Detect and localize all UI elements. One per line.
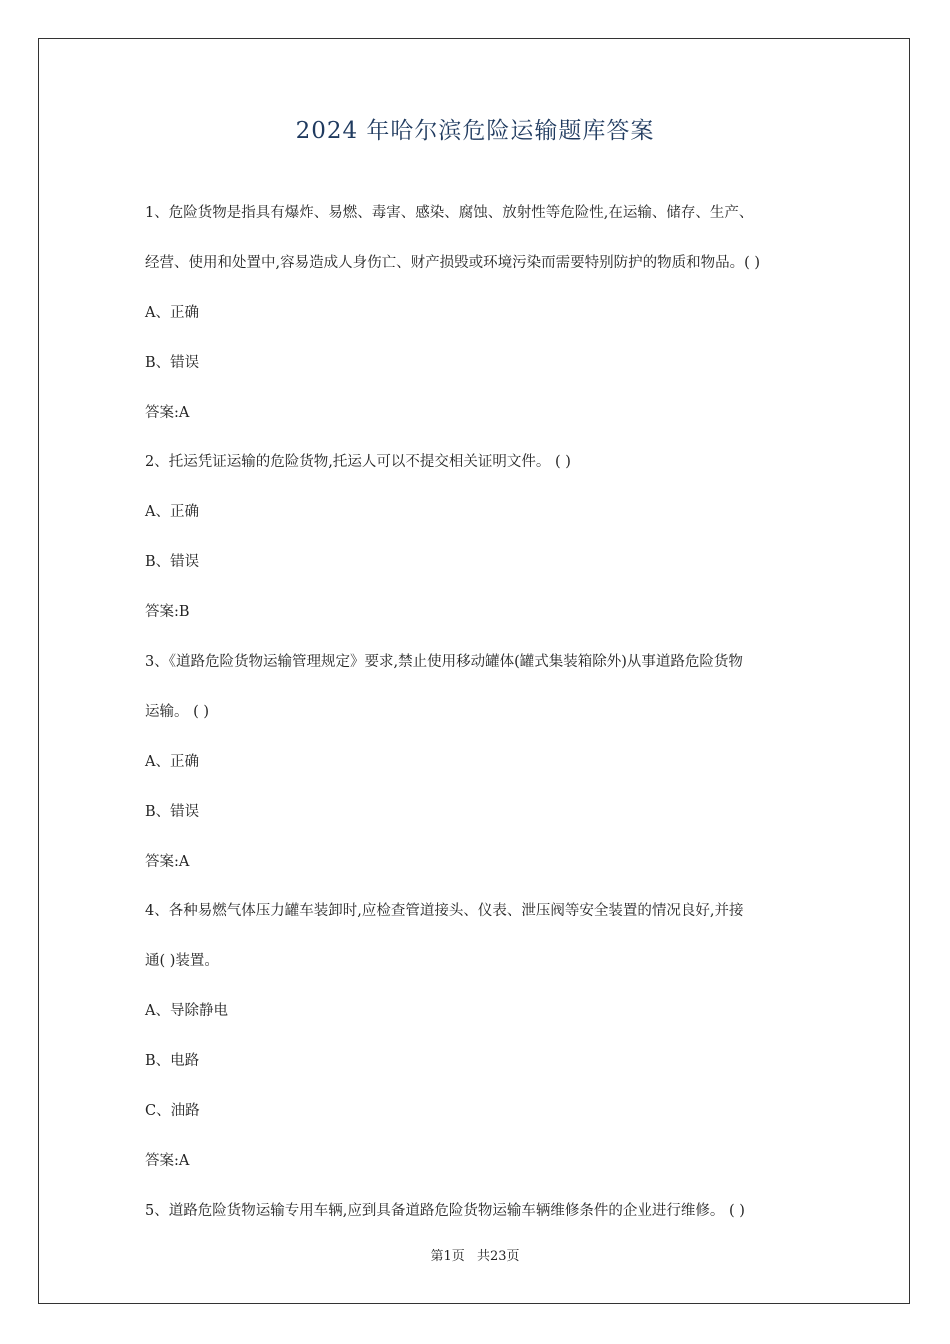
- page-footer: [0, 1245, 950, 1264]
- text-line: B、错误: [145, 354, 200, 371]
- text-line: B、错误: [145, 803, 200, 820]
- text-line: 4、各种易燃气体压力罐车装卸时,应检查管道接头、仪表、泄压阀等安全装置的情况良好,并接: [145, 903, 744, 920]
- text-line: 5、道路危险货物运输专用车辆,应到具备道路危险货物运输车辆维修条件的企业进行维修。 ( ): [145, 1202, 745, 1219]
- document-title: 2024 年哈尔滨危险运输题库答案: [295, 118, 655, 144]
- text-line: A、正确: [145, 304, 199, 321]
- text-line: 答案:A: [145, 853, 190, 870]
- text-line: 答案:A: [145, 404, 190, 421]
- text-line: 1、危险货物是指具有爆炸、易燃、毒害、感染、腐蚀、放射性等危险性,在运输、储存、生产、: [145, 205, 754, 221]
- text-line: A、导除静电: [145, 1003, 228, 1020]
- text-line: 2、托运凭证运输的危险货物,托运人可以不提交相关证明文件。 ( ): [145, 454, 571, 471]
- text-line: A、正确: [145, 753, 199, 770]
- text-line: 3、《道路危险货物运输管理规定》要求,禁止使用移动罐体(罐式集装箱除外)从事道路危险货物: [145, 654, 743, 671]
- text-line: 答案:A: [145, 1152, 190, 1169]
- text-line: 经营、使用和处置中,容易造成人身伤亡、财产损毁或环境污染而需要特别防护的物质和物品。( ): [145, 254, 761, 271]
- text-line: A、正确: [145, 504, 199, 521]
- page-number: 第1页: [430, 1249, 465, 1264]
- text-line: 答案:B: [145, 604, 190, 621]
- text-line: 运输。 ( ): [145, 703, 210, 720]
- page-total: 共23页: [476, 1249, 520, 1264]
- text-line: B、错误: [145, 554, 200, 571]
- text-line: 通( )装置。: [145, 953, 219, 970]
- text-line: B、电路: [145, 1053, 200, 1070]
- text-line: C、油路: [145, 1103, 200, 1120]
- document-body: [145, 196, 825, 1244]
